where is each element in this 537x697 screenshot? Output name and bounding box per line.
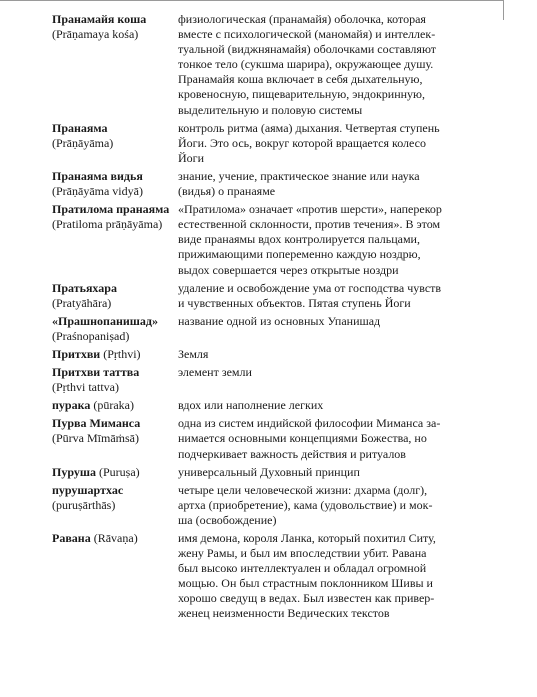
term-name: Пратилома пранаяма (52, 202, 170, 217)
definition-line: был высоко интеллектуален и обладал огромной (178, 561, 427, 576)
term-name: Пурва Миманса (52, 416, 141, 431)
term-transliteration: (Pratiloma prāṇāyāma) (52, 217, 163, 232)
definition-line: Йоги (178, 150, 205, 165)
definition-line: знание, учение, практическое знание или наука (178, 168, 420, 183)
definition-line: вдох или наполнение легких (178, 398, 324, 413)
definition-line: одна из систем индийской философии Миманса за- (178, 416, 441, 431)
term-transliteration: (Praśnopaniṣad) (52, 328, 130, 343)
definition-line: выдох совершается через открытые ноздри (178, 262, 399, 277)
glossary-definition (178, 121, 472, 166)
glossary-definition (178, 416, 472, 461)
definition-line: и чувственных объектов. Пятая ступень Йоги (178, 295, 411, 310)
term-title (52, 121, 178, 136)
glossary-entry (52, 531, 472, 622)
definition-line: четыре цели человеческой жизни: дхарма (долг), (178, 482, 428, 497)
glossary-term (52, 531, 178, 546)
definition-line: нимается основными концепциями Божества, но (178, 431, 427, 446)
glossary-term (52, 465, 178, 480)
term-transliteration: (Pṛthvi) (103, 346, 141, 361)
definition-line: прижимающими попеременно каждую ноздрю, (178, 247, 421, 262)
definition-line: (видья) о пранаяме (178, 184, 276, 199)
glossary-definition (178, 465, 472, 480)
definition-line: мощью. Он был страстным поклонником Шивы и (178, 576, 433, 591)
glossary-definition (178, 314, 472, 329)
glossary-entry (52, 398, 472, 413)
term-transliteration: (Prāṇamaya kośa) (52, 27, 139, 42)
glossary-definition (178, 281, 472, 311)
glossary-entry (52, 121, 472, 166)
term-transliteration: (puruṣārthās) (52, 497, 116, 512)
term-title (52, 465, 178, 480)
glossary-term (52, 398, 178, 413)
definition-line: название одной из основных Упанишад (178, 313, 381, 328)
glossary-definition (178, 202, 472, 277)
definition-line: виде пранаямы вдох контролируется пальцами, (178, 232, 420, 247)
term-title (52, 365, 178, 380)
glossary-entry (52, 483, 472, 528)
definition-line: подчеркивает важность действия и ритуалов (178, 446, 406, 461)
glossary-term (52, 121, 178, 151)
term-transliteration: (Prāṇāyāma vidyā) (52, 184, 143, 199)
top-border-line (0, 0, 503, 1)
term-transliteration: (Prāṇāyāma) (52, 135, 114, 150)
term-title (52, 169, 178, 184)
term-title (52, 314, 178, 329)
glossary-term (52, 347, 178, 362)
glossary-entry (52, 365, 472, 395)
glossary-term (52, 365, 178, 395)
definition-line: «Пратилома» означает «против шерсти», наперекор (178, 202, 442, 217)
term-name: Пранамайя коша (52, 12, 147, 26)
glossary-definition (178, 398, 472, 413)
term-name: пурушартхас (52, 482, 124, 497)
definition-line: ша (освобождение) (178, 512, 277, 527)
term-title (52, 483, 178, 498)
definition-line: удаление и освобождение ума от господства чувств (178, 280, 442, 295)
definition-line: тонкое тело (сукшма шарира), окружающее душу. (178, 57, 434, 72)
term-title (52, 281, 178, 296)
term-title (52, 416, 178, 431)
glossary-term (52, 314, 178, 344)
definition-line: хорошо сведущ в ведах. Был известен как привер- (178, 591, 435, 606)
glossary-definition (178, 483, 472, 528)
term-name: Пуруша (52, 464, 96, 479)
term-title (52, 347, 178, 362)
definition-line: туальной (виджнянамайя) оболочками составляют (178, 42, 436, 57)
term-title (52, 12, 178, 27)
glossary-entry (52, 202, 472, 277)
definition-line: имя демона, короля Ланка, который похитил Ситу, (178, 531, 436, 545)
definition-line: контроль ритма (аяма) дыхания. Четвертая ступень (178, 120, 440, 135)
definition-line: жену Рамы, и был им впоследствии убит. Равана (178, 546, 427, 561)
term-name: «Прашнопанишад» (52, 313, 158, 328)
glossary-definition (178, 531, 472, 622)
term-transliteration: (Pṛthvi tattva) (52, 380, 119, 395)
term-title (52, 531, 178, 546)
definition-line: Земля (178, 346, 209, 361)
glossary-list (52, 12, 472, 625)
glossary-definition (178, 169, 472, 199)
glossary-term (52, 202, 178, 232)
definition-line: женец неизменности Ведических текстов (178, 606, 390, 621)
definition-line: артха (приобретение), кама (удовольствие) и мок- (178, 497, 433, 512)
term-name: Пранаяма (52, 120, 108, 135)
glossary-entry (52, 281, 472, 311)
term-transliteration: (Pūrva Mīmāṁsā) (52, 431, 139, 446)
definition-line: физиологическая (пранамайя) оболочка, которая (178, 12, 426, 26)
definition-line: Пранамайя коша включает в себя дыхательную, (178, 72, 423, 87)
term-transliteration: (Pratyāhāra) (52, 295, 112, 310)
glossary-entry (52, 169, 472, 199)
glossary-definition (178, 347, 472, 362)
term-transliteration: (Puruṣa) (98, 464, 140, 479)
glossary-entry (52, 416, 472, 461)
glossary-entry (52, 347, 472, 362)
glossary-term (52, 483, 178, 513)
term-name: Притхви таттва (52, 365, 140, 380)
glossary-definition (178, 12, 472, 118)
term-name: Притхви (52, 346, 101, 361)
glossary-entry (52, 12, 472, 118)
term-transliteration: (pūraka) (93, 398, 134, 413)
definition-line: вместе с психологической (маномайя) и интеллек- (178, 27, 436, 42)
definition-line: выделительную и половую системы (178, 102, 363, 117)
right-border-line (503, 0, 504, 20)
glossary-term (52, 281, 178, 311)
glossary-term (52, 416, 178, 446)
term-name: Пратьяхара (52, 280, 117, 295)
glossary-term (52, 12, 178, 42)
glossary-term (52, 169, 178, 199)
definition-line: Йоги. Это ось, вокруг которой вращается колесо (178, 135, 426, 150)
term-name: Равана (52, 531, 91, 545)
term-name: Пранаяма видья (52, 168, 143, 183)
glossary-entry (52, 465, 472, 480)
definition-line: элемент земли (178, 365, 252, 380)
term-title (52, 398, 178, 413)
glossary-definition (178, 365, 472, 380)
definition-line: кровеносную, пищеварительную, эндокринную, (178, 87, 426, 102)
term-title (52, 202, 178, 217)
term-name: пурака (52, 398, 91, 413)
definition-line: универсальный Духовный принцип (178, 464, 360, 479)
term-transliteration: (Rāvaṇa) (93, 531, 138, 545)
definition-line: естественной склонности, против течения». В этом (178, 217, 441, 232)
glossary-entry (52, 314, 472, 344)
